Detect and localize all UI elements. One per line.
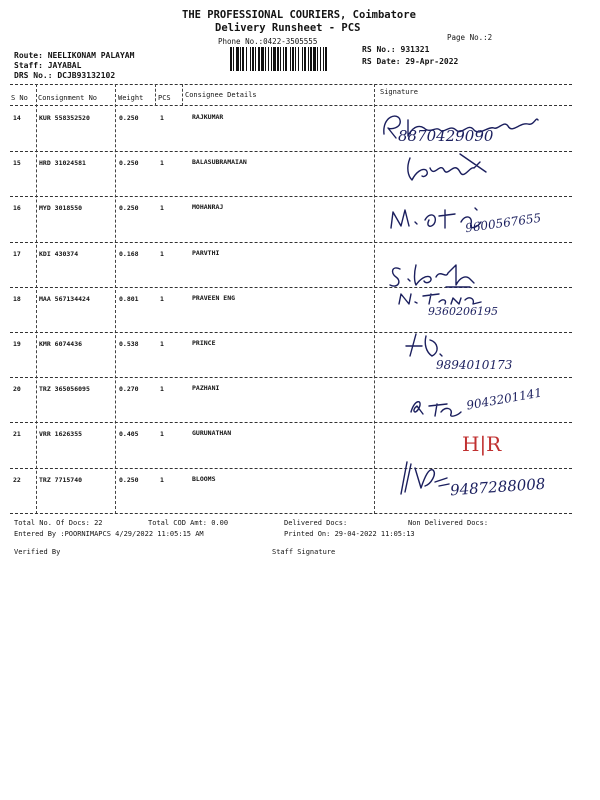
- row-separator: [10, 287, 572, 288]
- row-pcs: 1: [160, 476, 164, 484]
- barcode-bar: [252, 47, 254, 71]
- row-pcs: 1: [160, 114, 164, 122]
- row-weight: 0.405: [119, 430, 139, 438]
- row-separator: [10, 242, 572, 243]
- row-consignment-no: MAA 567134424: [39, 295, 90, 303]
- delivered-docs: Delivered Docs:: [284, 519, 348, 527]
- row-weight: 0.250: [119, 159, 139, 167]
- barcode-bar: [308, 47, 309, 71]
- barcode-bar: [242, 47, 244, 71]
- signature-phone-19: 9894010173: [436, 358, 513, 372]
- row-consignment-no: HRD 31024581: [39, 159, 86, 167]
- row-separator: [10, 468, 572, 469]
- barcode-bar: [280, 47, 281, 71]
- col-weight: Weight: [118, 94, 144, 102]
- barcode-bar: [292, 47, 294, 71]
- barcode-bar: [255, 47, 256, 71]
- row-consignment-no: KDI 430374: [39, 250, 79, 258]
- barcode-bar: [313, 47, 316, 71]
- barcode-bar: [283, 47, 284, 71]
- row-consignee: PAZHANI: [192, 384, 220, 392]
- barcode-bar: [323, 47, 324, 71]
- row-sno: 21: [13, 430, 21, 438]
- col-consignee: Consignee Details: [185, 91, 257, 99]
- signature-phone-16: 9600567655: [464, 210, 542, 236]
- barcode-bar: [246, 47, 247, 71]
- barcode-bar: [304, 47, 306, 71]
- col-divider: [374, 84, 375, 514]
- row-sno: 20: [13, 385, 21, 393]
- col-divider: [182, 84, 183, 106]
- row-separator: [10, 422, 572, 423]
- barcode-bar: [325, 47, 327, 71]
- row-sno: 18: [13, 295, 21, 303]
- row-pcs: 1: [160, 340, 164, 348]
- col-pcs: PCS: [158, 94, 171, 102]
- barcode-bar: [261, 47, 264, 71]
- row-pcs: 1: [160, 204, 164, 212]
- barcode-bar: [317, 47, 318, 71]
- barcode-bar: [240, 47, 241, 71]
- row-weight: 0.801: [119, 295, 139, 303]
- barcode-bar: [250, 47, 251, 71]
- barcode-bar: [295, 47, 296, 71]
- col-divider: [155, 84, 156, 106]
- entered-by: Entered By :POORNIMAPCS 4/29/2022 11:05:15 AM: [14, 530, 204, 538]
- row-pcs: 1: [160, 430, 164, 438]
- phone-number: Phone No.:0422-3505555: [218, 37, 318, 46]
- signature-row-20: [405, 392, 475, 420]
- non-delivered-docs: Non Delivered Docs:: [408, 519, 489, 527]
- signature-phone-14: 8870429090: [398, 127, 494, 145]
- row-sno: 17: [13, 250, 21, 258]
- rs-date: RS Date: 29-Apr-2022: [362, 57, 459, 66]
- row-consignment-no: MYD 3018550: [39, 204, 83, 212]
- row-weight: 0.538: [119, 340, 139, 348]
- barcode-bar: [277, 47, 279, 71]
- row-weight: 0.168: [119, 250, 139, 258]
- row-weight: 0.250: [119, 476, 139, 484]
- barcode-bar: [290, 47, 291, 71]
- row-separator: [10, 196, 572, 197]
- barcode-bar: [320, 47, 321, 71]
- row-consignment-no: KMR 6074436: [39, 340, 83, 348]
- hr-mark-row-21: H|R: [462, 432, 502, 456]
- document-title: Delivery Runsheet - PCS: [215, 22, 361, 34]
- row-consignee: MOHANRAJ: [192, 203, 224, 211]
- col-signature: Signature: [380, 88, 418, 96]
- col-sno: S No: [11, 94, 28, 102]
- signature-phone-18: 9360206195: [428, 305, 498, 318]
- barcode-bar: [302, 47, 303, 71]
- row-consignment-no: VRR 1626355: [39, 430, 83, 438]
- row-consignee: PARVTHI: [192, 249, 220, 257]
- row-separator: [10, 332, 572, 333]
- row-sno: 14: [13, 114, 21, 122]
- barcode-bar: [230, 47, 232, 71]
- row-pcs: 1: [160, 250, 164, 258]
- signature-row-15: [400, 148, 500, 188]
- row-pcs: 1: [160, 295, 164, 303]
- row-sno: 15: [13, 159, 21, 167]
- printed-on: Printed On: 29-04-2022 11:05:13: [284, 530, 415, 538]
- signature-row-17: [386, 255, 486, 295]
- row-consignee: BLOOMS: [192, 475, 216, 483]
- row-consignee: GURUNATHAN: [192, 429, 232, 437]
- signature-phone-20: 9043201141: [465, 385, 543, 413]
- row-consignment-no: TRZ 7715740: [39, 476, 83, 484]
- row-pcs: 1: [160, 159, 164, 167]
- barcode-bar: [271, 47, 272, 71]
- col-divider: [115, 84, 116, 514]
- barcode-bar: [298, 47, 299, 71]
- barcode: [230, 47, 360, 75]
- row-consignment-no: TRZ 365056095: [39, 385, 90, 393]
- row-weight: 0.270: [119, 385, 139, 393]
- row-sno: 22: [13, 476, 21, 484]
- row-weight: 0.250: [119, 114, 139, 122]
- barcode-bar: [285, 47, 287, 71]
- total-cod-amount: Total COD Amt: 0.00: [148, 519, 229, 527]
- col-divider: [36, 84, 37, 514]
- signature-row-22: [395, 458, 455, 498]
- rs-number: RS No.: 931321: [362, 45, 430, 54]
- row-consignee: BALASUBRAMAIAN: [192, 158, 247, 166]
- barcode-bar: [268, 47, 269, 71]
- barcode-bar: [258, 47, 260, 71]
- row-sno: 16: [13, 204, 21, 212]
- total-docs: Total No. Of Docs: 22: [14, 519, 103, 527]
- row-consignee: PRAVEEN ENG: [192, 294, 236, 302]
- row-weight: 0.250: [119, 204, 139, 212]
- barcode-bar: [265, 47, 266, 71]
- page-number: Page No.:2: [447, 33, 493, 42]
- barcode-bar: [310, 47, 312, 71]
- barcode-bar: [273, 47, 276, 71]
- verified-by: Verified By: [14, 548, 61, 556]
- table-bottom-rule: [10, 513, 572, 514]
- drs-number: DRS No.: DCJB93132102: [14, 71, 116, 80]
- staff-signature: Staff Signature: [272, 548, 336, 556]
- signature-row-19: [400, 328, 460, 362]
- row-separator: [10, 377, 572, 378]
- row-consignee: RAJKUMAR: [192, 113, 224, 121]
- table-top-rule: [10, 84, 572, 85]
- route-label: Route: NEELIKONAM PALAYAM: [14, 51, 135, 60]
- row-sno: 19: [13, 340, 21, 348]
- row-pcs: 1: [160, 385, 164, 393]
- barcode-bar: [236, 47, 239, 71]
- barcode-bar: [233, 47, 234, 71]
- staff-label: Staff: JAYABAL: [14, 61, 82, 70]
- signature-phone-22: 9487288008: [449, 474, 546, 500]
- row-consignment-no: KUR 558352520: [39, 114, 90, 122]
- company-name: THE PROFESSIONAL COURIERS, Coimbatore: [182, 9, 416, 21]
- row-consignee: PRINCE: [192, 339, 216, 347]
- col-consignment: Consignment No: [38, 94, 98, 102]
